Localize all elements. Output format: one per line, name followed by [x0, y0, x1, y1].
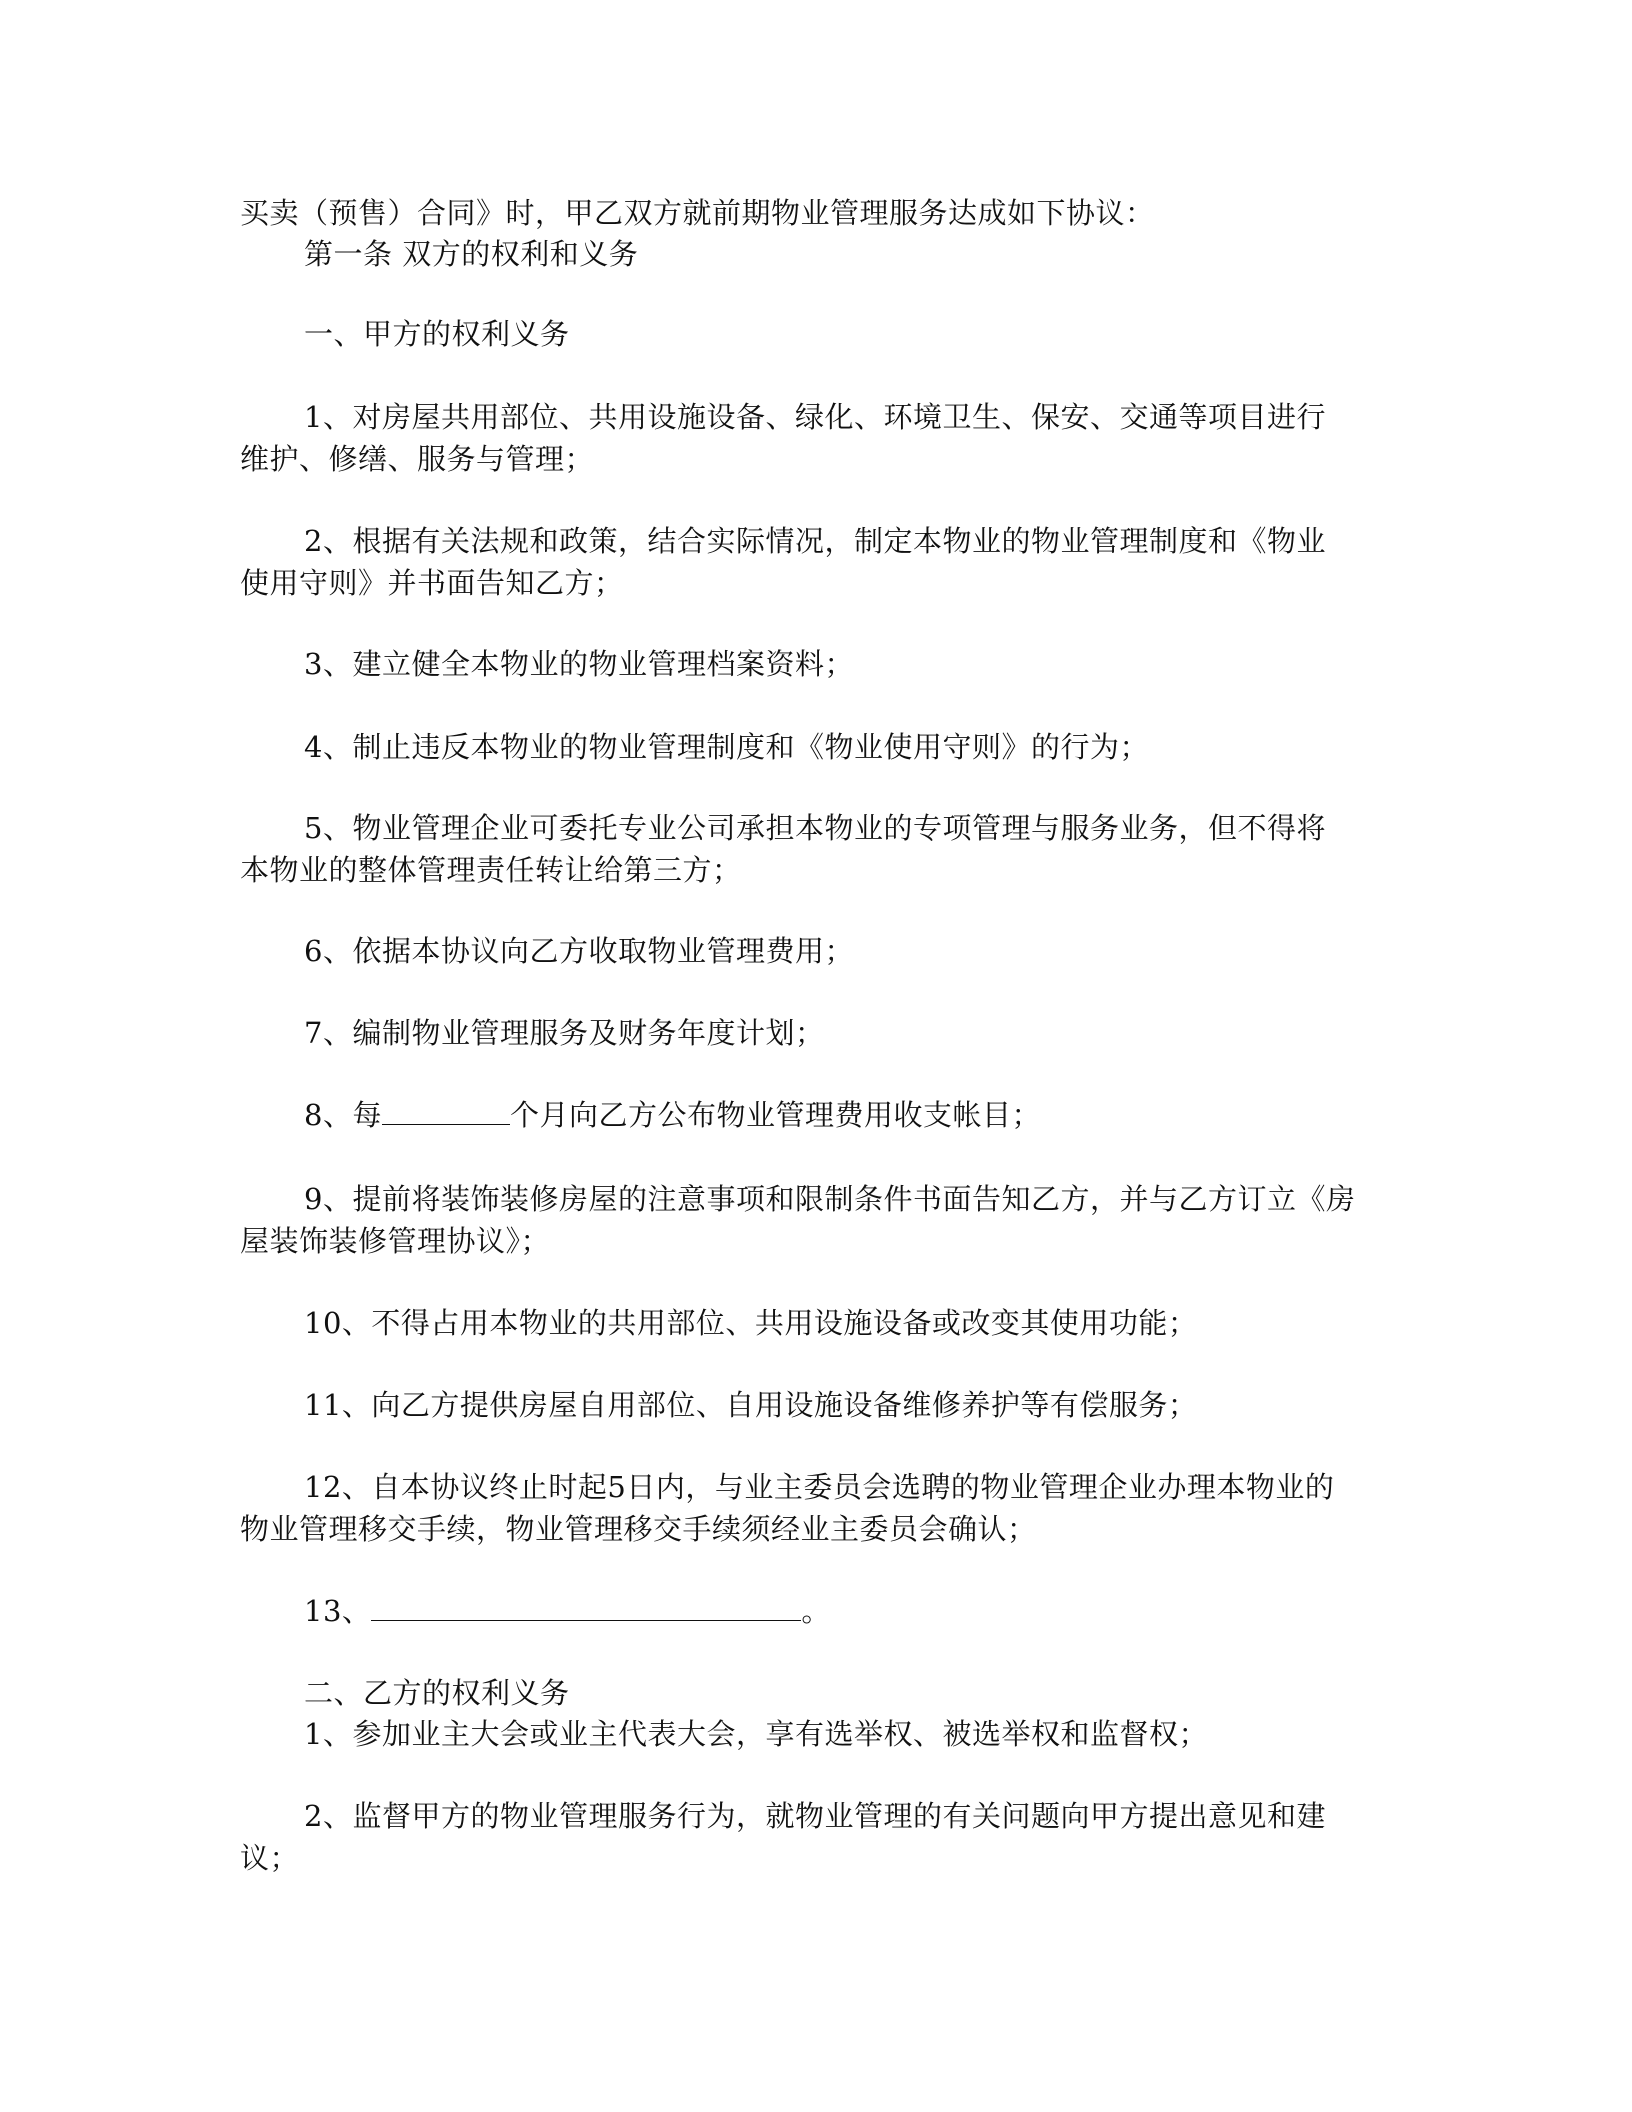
clause-b2-line2: 议； [240, 1841, 300, 1875]
clause-a1-line1: 1、对房屋共用部位、共用设施设备、绿化、环境卫生、保安、交通等项目进行 [304, 400, 1326, 434]
section-b-title: 二、乙方的权利义务 [304, 1676, 570, 1710]
clause-a8-prefix: 8、每 [304, 1098, 382, 1132]
clause-a12-line1: 12、自本协议终止时起5日内，与业主委员会选聘的物业管理企业办理本物业的 [304, 1470, 1335, 1504]
clause-b2-line1: 2、监督甲方的物业管理服务行为，就物业管理的有关问题向甲方提出意见和建 [304, 1799, 1326, 1833]
intro-line: 买卖（预售）合同》时，甲乙双方就前期物业管理服务达成如下协议： [240, 196, 1155, 230]
blank-line [371, 1594, 801, 1621]
clause-a7: 7、编制物业管理服务及财务年度计划； [304, 1016, 825, 1050]
clause-a13 [304, 1590, 1464, 1632]
clause-a4: 4、制止违反本物业的物业管理制度和《物业使用守则》的行为； [304, 730, 1149, 764]
clause-a12-line2: 物业管理移交手续，物业管理移交手续须经业主委员会确认； [240, 1512, 1037, 1546]
clause-a9-line2: 屋装饰装修管理协议》； [240, 1224, 551, 1258]
clause-a10: 10、不得占用本物业的共用部位、共用设施设备或改变其使用功能； [304, 1306, 1198, 1340]
clause-a13-suffix: 。 [801, 1594, 831, 1628]
clause-a8-suffix: 个月向乙方公布物业管理费用收支帐目； [509, 1098, 1041, 1132]
clause-a9-line1: 9、提前将装饰装修房屋的注意事项和限制条件书面告知乙方，并与乙方订立《房 [304, 1182, 1356, 1216]
clause-a8 [304, 1094, 1464, 1136]
blank-line [382, 1098, 510, 1125]
clause-a3: 3、建立健全本物业的物业管理档案资料； [304, 647, 854, 681]
section-a-title: 一、甲方的权利义务 [304, 317, 570, 351]
clause-a2-line1: 2、根据有关法规和政策，结合实际情况，制定本物业的物业管理制度和《物业 [304, 524, 1326, 558]
clause-a5-line1: 5、物业管理企业可委托专业公司承担本物业的专项管理与服务业务，但不得将 [304, 811, 1326, 845]
clause-a5-line2: 本物业的整体管理责任转让给第三方； [240, 853, 742, 887]
clause-a1-line2: 维护、修缮、服务与管理； [240, 442, 595, 476]
clause-a2-line2: 使用守则》并书面告知乙方； [240, 566, 624, 600]
clause-a13-prefix: 13、 [304, 1594, 372, 1628]
article-title: 第一条 双方的权利和义务 [304, 237, 639, 271]
clause-a11: 11、向乙方提供房屋自用部位、自用设施设备维修养护等有偿服务； [304, 1388, 1198, 1422]
clause-a6: 6、依据本协议向乙方收取物业管理费用； [304, 934, 854, 968]
clause-b1: 1、参加业主大会或业主代表大会，享有选举权、被选举权和监督权； [304, 1717, 1208, 1751]
